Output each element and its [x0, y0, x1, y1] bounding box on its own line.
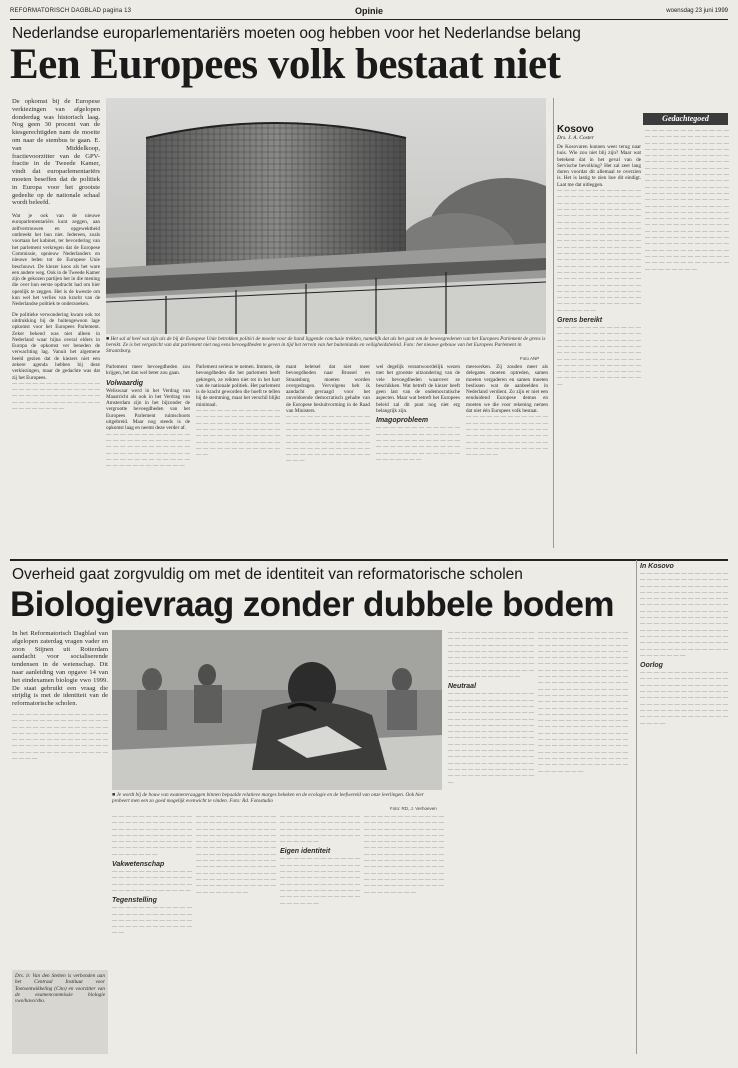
article2-headline: Biologievraag zonder dubbele bodem	[10, 585, 614, 624]
masthead-section: Opinie	[354, 6, 383, 16]
exam-photo-credit: Foto: RD, J. Verhoeven	[390, 806, 437, 811]
article1-body-col2b: Weliswaar werd in het Verdrag van Maastricht als ook in het Verdrag van Amsterdam zijn in het bijzonder de vergrootte bevoegdheden van het Europees Parlement ruimschoots uitgebreid. Maar nog steeds is de opkomst laag en neemt deze verder af.	[106, 387, 190, 432]
exam-photo	[112, 630, 442, 790]
subhead-in-kosovo: In Kosovo	[640, 563, 674, 570]
gedachtegoed-col3-filler: — — — — — — — — — — — — — — — — — — — — — — — — — — — — — — — — — — — — — — — — — — — — — — — — — — — — — — — — — — — — — — — — — — — — — — — — — — — — — — — — — — — — — — — — — — — — — — — — — — — — — — — — — — — — — — — — — — — — — — — — — — — — — — — — — — — — — — — — — — — — — — — — — — — — — — — — — — — — — — — — — — — — — — — — — — — — — — — —	[640, 571, 728, 659]
article2-column-6	[448, 630, 534, 1054]
article2-column-3	[196, 814, 276, 1054]
gedachtegoed-tag: Gedachtegoed	[643, 113, 728, 125]
subhead-imagoprobleem: Imagoprobleem	[376, 417, 429, 425]
gedachtegoed-column-2	[645, 128, 729, 549]
students-exam-image	[112, 630, 442, 790]
article1-intro: De opkomst bij de Europese verkiezingen van afgelopen donderdag was historisch laag. Nog geen 30 procent van de kiesgerechtigden nam de moeite om naar de stembus te gaan. E. van Middelkoop, fractievoorzitter van de GPV-fractie in de Tweede Kamer, vindt dat europarlementariërs moeten beseffen dat de politiek in Europa voor het grootste gedeelte op de nationale schaal wordt beleefd.	[12, 98, 100, 207]
article2-kicker: Overheid gaat zorgvuldig om met de identiteit van reformatorische scholen	[12, 566, 523, 583]
right-column-divider-2	[636, 560, 637, 1054]
article2-col6-filler2: — — — — — — — — — — — — — — — — — — — — — — — — — — — — — — — — — — — — — — — — — — — — — — — — — — — — — — — — — — — — — — — — — — — — — — — — — — — — — — — — — — — — — — — — — — — — — — — — — — — — — — — — — — — — — — — — — — — — — — — — — — — — — — — — — — — — — — — — — — — — — — — — — — — — — — — — — — — — — — — — — — — — — — — — — — — — — — — — — — — — — — —	[448, 691, 534, 786]
article-divider	[10, 559, 728, 561]
subhead-oorlog: Oorlog	[640, 662, 663, 670]
right-column-divider	[553, 98, 554, 548]
article2-col4-filler: — — — — — — — — — — — — — — — — — — — — — — — — — — — — — — — — — — — — — — — — — — — — — — — — — — — — — —	[280, 814, 360, 846]
article2-column-5	[364, 814, 444, 1054]
subhead-volwaardig: Volwaardig	[106, 379, 144, 387]
article2-col3-filler: — — — — — — — — — — — — — — — — — — — — — — — — — — — — — — — — — — — — — — — — — — — — — — — — — — — — — — — — — — — — — — — — — — — — — — — — — — — — — — — — — — — — — — — — — — — — — — — — — — — — — — — — — — — — — — — — — — — — — — — — — — — — — — — — — — — — — — — — — — — — — — — — — — — — — — — —	[196, 814, 276, 896]
article1-kicker: Nederlandse europarlementariërs moeten oog hebben voor het Nederlandse belang	[12, 25, 581, 42]
article1-body-col6: meewerken. Zij zouden meer als delegates moeten optreden, samen moeten vergaderen en samen moeten beslissen wat de aanbeelden in Nederland verdient. Zo zijn er niet een eenduidend Europese demos en moeten we die voor rekening nemen dat niet één Europees volk bestaat.	[466, 364, 548, 415]
article1-column-4	[286, 364, 370, 546]
article1-column-2	[106, 364, 190, 546]
parliament-photo-credit: Foto ANP	[520, 356, 540, 361]
kosovo-author: Drs. J. A. Coster	[557, 135, 594, 141]
article1-col2-filler: — — — — — — — — — — — — — — — — — — — — — — — — — — — — — — — — — — — — — — — — — — — — — — — — — — — — — — — — — — — — — — — — — — — — — — — —	[106, 431, 190, 470]
article1-col5-filler: — — — — — — — — — — — — — — — — — — — — — — — — — — — — — — — — — — — — — — — — — — — — — — — — — — — — — — — — — — — — — — — — — — —	[376, 425, 460, 463]
article1-column-5	[376, 364, 460, 546]
article2-column-7	[538, 630, 628, 1054]
author-info-box	[12, 970, 108, 1054]
article2-col2-filler: — — — — — — — — — — — — — — — — — — — — — — — — — — — — — — — — — — — — — — — — — — — — — — — — — — — — — — — — — — — — — — — — — — — — — — — — — — — — — — —	[112, 814, 192, 858]
parliament-photo	[106, 98, 546, 334]
article2-col7-filler: — — — — — — — — — — — — — — — — — — — — — — — — — — — — — — — — — — — — — — — — — — — — — — — — — — — — — — — — — — — — — — — — — — — — — — — — — — — — — — — — — — — — — — — — — — — — — — — — — — — — — — — — — — — — — — — — — — — — — — — — — — — — — — — — — — — — — — — — — — — — — — — — — — — — — — — — — — — — — — — — — — — — — — — — — — — — — — — — — — — — — — — — — — — — — — — — — — — — — — — — — — — — — — — — — — — — — — — — — — — — — — — — — — — — — — — — — — — — — — — — — — — — — — — — — — — — — — — — — — — — — — — — — — — — — — — — — — — — — — — — — — — — — — — — — — — — —	[538, 630, 628, 775]
gedachtegoed-col2-filler: — — — — — — — — — — — — — — — — — — — — — — — — — — — — — — — — — — — — — — — — — — — — — — — — — — — — — — — — — — — — — — — — — — — — — — — — — — — — — — — — — — — — — — — — — — — — — — — — — — — — — — — — — — — — — — — — — — — — — — — — — — — — — — — — — — — — — — — — — — — — — — — — — — — — — — — — — — — — — — — — — — — — — — — — — — — — — — — — — — — — — — — — — — — — — — — — — — — — — — — — — — — — — — — — — — — — — — — — — — — — — — — — — — — — — — — — — — — — — — — — — — — — — — — — — — — — — — — — — — — — — — — — — — — — — — — —	[645, 128, 729, 273]
article2-col2-filler2: — — — — — — — — — — — — — — — — — — — — — — — — — — — — — — — — — — — — — — — — — — — — — — — —	[112, 869, 192, 894]
masthead-rule	[10, 19, 728, 20]
article2-col4-filler2: — — — — — — — — — — — — — — — — — — — — — — — — — — — — — — — — — — — — — — — — — — — — — — — — — — — — — — — — — — — — — — — — — — — — — — — — — — — — — — — — — — — — — — — — — —	[280, 856, 360, 907]
subhead-vakwetenschap: Vakwetenschap	[112, 861, 165, 869]
article1-col6-filler: — — — — — — — — — — — — — — — — — — — — — — — — — — — — — — — — — — — — — — — — — — — — — — — — — — — — — — — — — — — — — — — — — — — — — — — — — — — — —	[466, 414, 548, 459]
article1-col3-filler: — — — — — — — — — — — — — — — — — — — — — — — — — — — — — — — — — — — — — — — — — — — — — — — — — — — — — — — — — — — — — — — — — — — — — — — — — — — — — — — — — — — — — —	[196, 408, 280, 459]
article1-body-col2: Parlement meer bevoegdheden zou krijgen, het dan wel beter zou gaan.	[106, 364, 190, 377]
subhead-grens-bereikt: Grens bereikt	[557, 317, 603, 325]
subhead-eigen-identiteit: Eigen identiteit	[280, 848, 331, 856]
gedachtegoed-col1-filler: — — — — — — — — — — — — — — — — — — — — — — — — — — — — — — — — — — — — — — — — — — — — — — — — — — — — — — — — — — — — — — — — — — — — — — — — — — — — — — — — — — — — — — — — — — — — — — — — — — — — — — — — — — — — — — — — — — — — — — — — — — — — — — — — — — — — — — — — — — — — — — — — — — — — — — — — — — — — — — — — — — — — — — — — — — — — — — — — — — — — — — — — — — — — — — — — — — — — — — — — — — — — — — — — — — — — — — — — — — — — — — — — — — — — — — — — — —	[557, 188, 641, 314]
gedachtegoed-body: De Kosovaren kunnen weer terug naar huis. Wie zou niet blij zijn? Maar wat betekent dat in het geval van de Servische bevolking? Het zal zeer lang duren voordat dit allemaal te overzien is. Het is lastig te zien hoe dit eindigt. Laat me dat uitleggen.	[557, 144, 641, 188]
article1-col4-filler: — — — — — — — — — — — — — — — — — — — — — — — — — — — — — — — — — — — — — — — — — — — — — — — — — — — — — — — — — — — — — — — — — — — — — — — — — — — — — — — — — — — — — — —	[286, 414, 370, 465]
caption-bullet-icon: ■	[106, 336, 111, 342]
article2-col2-filler3: — — — — — — — — — — — — — — — — — — — — — — — — — — — — — — — — — — — — — — — — — — — — — — — — — —	[112, 905, 192, 937]
article2-intro: In het Reformatorisch Dagblad van afgelopen zaterdag vragen vader en zoon Stijnen uit Rotterdam aandacht voor socialiserende tendensen in de wetenschap. Dit naar aanleiding van opgave 14 van het eindexamen biologie vwo 1999. De staat gebruikt een vraag die strijdig is met de identiteit van de reformatorische scholen.	[12, 630, 108, 708]
gedachtegoed-column-3	[640, 560, 728, 1054]
kosovo-title: Kosovo	[557, 124, 594, 135]
article1-column-1	[12, 98, 100, 546]
subhead-neutraal: Neutraal	[448, 683, 477, 691]
article1-col1-body: Wat je ook van de nieuwe europarlementariërs kunt zeggen, aan zelfvertrouwen en opgewektheid ontbreekt het hun niet. Iedereen, zoals voortaan het kabinet, ter bevordering van het parlement verkregen dat de Europese Commissie, opnieuw Nederlanders en nieuwe leden tot de Europese Unie beschouwt. De kiezer koos als het ware een andere weg. Ook in de Tweede Kamer zijn de gekozen partijen het in die mening die over hun eerste opdracht had om hier openlijk te zeggen. Het is de kwestie om kun wel het verlies van kracht van de Nederlandse politiek te onderzoeken.	[12, 213, 100, 308]
article2-col1-filler: — — — — — — — — — — — — — — — — — — — — — — — — — — — — — — — — — — — — — — — — — — — — — — — — — — — — — — — — — — — — — — — — — — — — — — — — — — — — — — — — — — — — — — — — — — — — — — — — — — — — — —	[12, 711, 108, 763]
article1-body-col3: Parlement serieus te nemen. Immers, de bevoegdheden die het parlement heeft gekregen, ze reikten niet tot in het hart van de nationale politiek. Het parlement is de kracht geworden die hoeft te tellen bij de stemming, maar het verschil blijkt minimaal.	[196, 364, 280, 408]
article1-column-3	[196, 364, 280, 546]
article2-col6-filler: — — — — — — — — — — — — — — — — — — — — — — — — — — — — — — — — — — — — — — — — — — — — — — — — — — — — — — — — — — — — — — — — — — — — — — — — — — — — — — — — — — — — — — — — — — — — — — — — — — — — — —	[448, 630, 534, 681]
article1-headline: Een Europees volk bestaat niet	[10, 41, 561, 88]
article1-column-6	[466, 364, 548, 546]
masthead	[10, 6, 728, 18]
author-info-text: Drs. ir. Van den Stelten is verbonden aan het Centraal Instituut voor Toetsontwikkeling (Cito) en voorzitter van de examencommissie biologie vwo/havo/vbo.	[15, 973, 105, 1005]
parliament-building-image	[106, 98, 546, 334]
article1-body-col4: mant beletsel dat niet meer bevoegdheden naar Brussel en Straatsburg moeten worden overgedragen. Vervolgens heb ik aandacht gevraagd voor het onvoldoende democratisch gehalte van de Europese besluitvorming in de Raad van Ministers.	[286, 364, 370, 415]
article2-column-4	[280, 814, 360, 1054]
article2-column-2	[112, 814, 192, 1054]
gedachtegoed-col1-filler2: — — — — — — — — — — — — — — — — — — — — — — — — — — — — — — — — — — — — — — — — — — — — — — — — — — — — — — — — — — — — — — — — — — — — — — — — — — — — — — — — — — — — — — — — — — — — — — — — — — — — — — — — — — — — —	[557, 325, 641, 388]
subhead-tegenstelling: Tegenstelling	[112, 897, 157, 905]
caption-bullet-icon-2: ■	[112, 792, 117, 798]
article1-col1-body2: De politieke verwondering kwam ook tot uitdrukking bij de buitengewoon lage opkomst voor het Europees Parlement. Zeker bekend was niet alleen in Nederland waar bijna overal elders in Europa de opkomst ver beneden de verwachting lag. Vanuit het algemene beeld gezien dat de kiezers niet een zekere agenda hebben bij deze verkiezingen, maar de gedachte was dat zij het Europees.	[12, 311, 100, 381]
parliament-photo-caption: ■ Het sal al heel wat zijn als de bij de Europese Unie betrokken politici de moeite voor de hand liggende conclusie trekken, namelijk dat als het gaat om de beweegredenen van het Europees Parlement de grens is bereikt. Ze is het vergezicht van dat parlement niet nog eens bevoegdheden te geven in tijd het terrein van het buitenlands en veiligheidsbeleid. Foto: het nieuwe gebouw van het Europees Parlement in Straatsburg.	[106, 336, 546, 355]
article2-col5-filler: — — — — — — — — — — — — — — — — — — — — — — — — — — — — — — — — — — — — — — — — — — — — — — — — — — — — — — — — — — — — — — — — — — — — — — — — — — — — — — — — — — — — — — — — — — — — — — — — — — — — — — — — — — — — — — — — — — — — — — — — — — — — — — — — — — — — — — — — — — — — — — — — — — — — — — — —	[364, 814, 444, 896]
gedachtegoed-col3-filler2: — — — — — — — — — — — — — — — — — — — — — — — — — — — — — — — — — — — — — — — — — — — — — — — — — — — — — — — — — — — — — — — — — — — — — — — — — — — — — — — — — — — — — — — — — — — — — — — — — — — — — — — — — — — —	[640, 670, 728, 727]
exam-photo-caption: ■ Je wordt bij de bouw van examenvraaggen binnen bepaalde relatieve marges bekeken en de ecologie en de leefwereld van onze leerlingen. Ook hier probeert men een zo goed mogelijk evenwicht te vinden. Foto: Rd. Fotostudio	[112, 792, 424, 805]
article1-body-col5: wel degelijk verantwoordelijk wezen met het grootste uitzondering van de vele bevoegdheden waarover ze beschikken. Wat betreft de kiezer heeft geen last van de ondemocratische aspecten. Maar wat betreft het Europees beleid zal dit punt nog niet erg belangrijk zijn.	[376, 364, 460, 415]
article1-col1-filler: — — — — — — — — — — — — — — — — — — — — — — — — — — — — — — — — — — — — — — — — — — — — — — — — — — — — — — — — — — — —	[12, 380, 100, 413]
masthead-date: woensdag 23 juni 1999	[666, 8, 728, 14]
gedachtegoed-column-1	[557, 144, 641, 549]
masthead-publication: REFORMATORISCH DAGBLAD pagina 13	[10, 8, 132, 14]
